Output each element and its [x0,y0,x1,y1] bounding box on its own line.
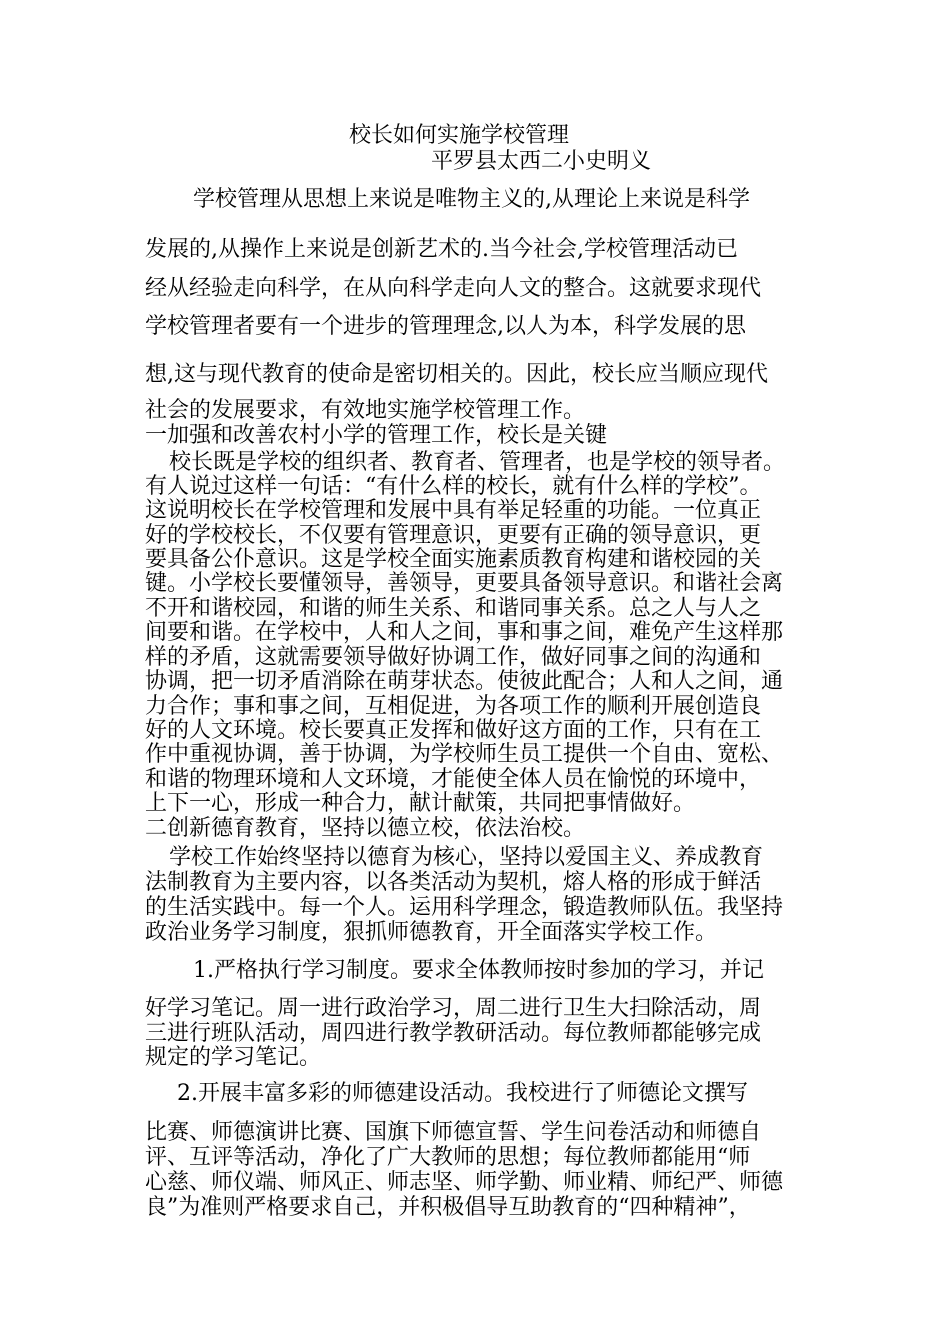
paragraph-line: 心慈、师仪端、师风正、师志坚、师学勤、师业精、师纪严、师德 [145,1170,784,1195]
paragraph-line: 1.严格执行学习制度。要求全体教师按时参加的学习，并记 [193,958,764,983]
paragraph-line: 2.开展丰富多彩的师德建设活动。我校进行了师德论文撰写 [177,1081,748,1106]
paragraph-line: 政治业务学习制度，狠抓师德教育，开全面落实学校工作。 [145,920,718,945]
paragraph-line: 学校工作始终坚持以德育为核心，坚持以爱国主义、养成教育 [169,845,764,870]
paragraph-line: 不开和谐校园，和谐的师生关系、和谐同事关系。总之人与人之 [145,596,762,621]
paragraph-line: 这说明校长在学校管理和发展中具有举足轻重的功能。一位真正 [145,498,762,523]
paragraph-line: 评、互评等活动，净化了广大教师的思想；每位教师都能用“师 [145,1145,751,1170]
paragraph-line: 间要和谐。在学校中，人和人之间，事和事之间，难免产生这样那 [145,620,784,645]
paragraph-line: 好学习笔记。周一进行政治学习，周二进行卫生大扫除活动，周 [145,996,762,1021]
paragraph-line: 经从经验走向科学，在从向科学走向人文的整合。这就要求现代 [145,276,762,301]
paragraph-line: 法制教育为主要内容，以各类活动为契机，熔人格的形成于鲜活 [145,870,762,895]
paragraph-line: 校长既是学校的组织者、教育者、管理者，也是学校的领导者。 [169,450,786,475]
section-heading: 二创新德育教育，坚持以德立校，依法治校。 [145,816,586,841]
paragraph-line: 作中重视协调，善于协调，为学校师生员工提供一个自由、宽松、 [145,742,784,767]
paragraph-line: 有人说过这样一句话：“有什么样的校长，就有什么样的学校”。 [145,474,762,499]
paragraph-line: 想,这与现代教育的使命是密切相关的。因此，校长应当顺应现代 [145,362,768,387]
paragraph-line: 要具备公仆意识。这是学校全面实施素质教育构建和谐校园的关 [145,547,762,572]
section-heading: 一加强和改善农村小学的管理工作，校长是关键 [145,423,608,448]
paragraph-line: 三进行班队活动，周四进行教学教研活动。每位教师都能够完成 [145,1021,762,1046]
paragraph-line: 协调，把一切矛盾消除在萌芽状态。使彼此配合；人和人之间，通 [145,669,784,694]
paragraph-line: 规定的学习笔记。 [145,1045,322,1070]
paragraph-line: 的生活实践中。每一个人。运用科学理念，锻造教师队伍。我坚持 [145,895,784,920]
paragraph-line: 发展的,从操作上来说是创新艺术的.当今社会,学校管理活动已 [145,237,738,262]
paragraph-line: 好的学校校长，不仅要有管理意识，更要有正确的领导意识，更 [145,523,762,548]
paragraph-line: 学校管理者要有一个进步的管理理念,以人为本，科学发展的思 [145,314,746,339]
paragraph-line: 比赛、师德演讲比赛、国旗下师德宣誓、学生问卷活动和师德自 [145,1120,762,1145]
paragraph-line: 好的人文环境。校长要真正发挥和做好这方面的工作，只有在工 [145,718,762,743]
paragraph-line: 力合作；事和事之间，互相促进，为各项工作的顺利开展创造良 [145,694,762,719]
paragraph-line: 样的矛盾，这就需要领导做好协调工作，做好同事之间的沟通和 [145,645,762,670]
paragraph-line: 学校管理从思想上来说是唯物主义的,从理论上来说是科学 [193,187,750,212]
document-title: 校长如何实施学校管理 [349,123,570,148]
document-author: 平罗县太西二小史明义 [431,149,652,174]
paragraph-line: 键。小学校长要懂领导，善领导，更要具备领导意识。和谐社会离 [145,571,784,596]
paragraph-line: 良”为准则严格要求自己，并积极倡导互助教育的“四种精神”， [145,1195,751,1220]
paragraph-line: 和谐的物理环境和人文环境，才能使全体人员在愉悦的环境中， [145,767,762,792]
paragraph-line: 上下一心，形成一种合力，献计献策，共同把事情做好。 [145,791,696,816]
paragraph-line: 社会的发展要求，有效地实施学校管理工作。 [145,398,586,423]
